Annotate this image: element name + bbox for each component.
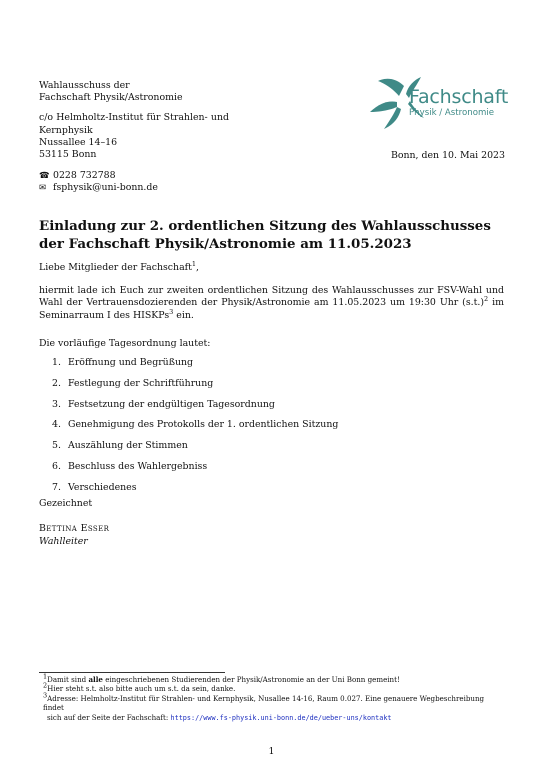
contact-info — [39, 170, 158, 194]
logo-wordmark — [409, 87, 508, 118]
list-item — [52, 419, 338, 440]
signed-label: Gezeichnet — [39, 498, 93, 509]
list-item — [52, 440, 338, 461]
email-address: fsphysik@uni-bonn.de — [52, 182, 158, 194]
signer-role: Wahlleiter — [39, 536, 88, 547]
greeting-text: Liebe Mitglieder der Fachschaft — [39, 262, 192, 273]
footnote-text: Damit sind — [47, 675, 89, 684]
item-number: 4. — [52, 419, 61, 431]
item-text: Eröffnung und Begrüßung — [67, 357, 194, 368]
logo-title: Fachschaft — [409, 86, 509, 108]
list-item — [52, 378, 338, 399]
footnote-mark: 3 — [43, 691, 48, 700]
footnote-mark: 1 — [43, 672, 48, 681]
sender-line: c/o Helmholtz-Institut für Strahlen- und Kernphysik — [39, 112, 229, 136]
page-number: 1 — [268, 746, 275, 757]
item-number: 5. — [52, 440, 61, 452]
footnote-2 — [39, 684, 505, 693]
signer-name: Bettina Esser — [39, 523, 110, 534]
footnote-mark: 2 — [484, 295, 489, 304]
item-number: 7. — [52, 481, 61, 493]
list-item — [52, 482, 338, 503]
footnote-text: eingeschriebenen Studierenden der Physik/Astronomie an der Uni Bonn gemeint! — [102, 675, 400, 684]
paragraph-text: ein. — [173, 309, 194, 321]
agenda-intro: Die vorläufige Tagesordnung lautet: — [39, 338, 211, 349]
item-text: Verschiedenes — [67, 481, 137, 493]
letter-date: Bonn, den 10. Mai 2023 — [390, 150, 505, 161]
list-item — [52, 399, 338, 420]
item-text: Genehmigung des Protokolls der 1. ordentlichen Sitzung — [67, 419, 339, 431]
contact-page-link[interactable]: https://www.fs-physik.uni-bonn.de/de/ueber-uns/kontakt — [170, 713, 392, 722]
footnote-text: Hier steht s.t. also bitte auch um s.t. da sein, danke. — [47, 684, 236, 694]
footnote-1 — [39, 672, 505, 684]
sender-line: Nussallee 14–16 — [39, 136, 118, 148]
item-text: Auszählung der Stimmen — [67, 440, 188, 452]
agenda-list — [52, 357, 338, 503]
phone-icon: ☎ — [39, 171, 50, 181]
footnote-mark: 2 — [43, 682, 48, 691]
footnote-3 — [39, 691, 505, 723]
logo-subtitle: Physik / Astronomie — [409, 108, 494, 118]
item-text: Festlegung der Schriftführung — [67, 377, 214, 389]
footnotes — [39, 672, 505, 723]
item-number: 6. — [52, 460, 61, 472]
sender-line: Wahlausschuss der — [39, 80, 130, 91]
sender-line: Fachschaft Physik/Astronomie — [39, 92, 183, 104]
greeting-punct: , — [196, 262, 200, 273]
sender-line: 53115 Bonn — [39, 149, 97, 161]
letter-title: Einladung zur 2. ordentlichen Sitzung des Wahlausschusses der Fachschaft Physik/Astronomie am 11.05.2023 — [39, 218, 491, 252]
footnote-mark: 3 — [169, 307, 174, 316]
paragraph-text: hiermit lade ich Euch zur zweiten ordentlichen Sitzung des Wahlausschusses zur FSV-Wahl und Wahl der Vertrauensdozierenden der Physik/Astronomie am 11.05.2023 um 19:30 Uhr (s.t.) — [39, 285, 504, 309]
item-number: 3. — [52, 398, 61, 410]
item-text: Festsetzung der endgültigen Tagesordnung — [67, 398, 275, 410]
envelope-icon: ✉ — [39, 183, 47, 194]
footnote-text: sich auf der Seite der Fachschaft: — [47, 712, 171, 722]
footnote-divider — [39, 672, 225, 673]
item-number: 2. — [52, 377, 61, 389]
paragraph-text: im Seminarraum I des HISKPs — [39, 297, 504, 321]
item-number: 1. — [52, 357, 61, 368]
greeting — [39, 259, 200, 273]
sender-address — [39, 80, 229, 161]
phone-number: 0228 732788 — [52, 170, 116, 181]
invitation-paragraph — [39, 285, 504, 322]
list-item — [52, 357, 338, 378]
list-item — [52, 461, 338, 482]
footnote-text: Adresse: Helmholtz-Institut für Strahlen- und Kernphysik, Nusallee 14-16, Raum 0.027. Eine genauere Wegbeschreibung findet — [43, 693, 485, 713]
footnote-emphasis: alle — [88, 675, 103, 684]
footnote-mark: 1 — [191, 259, 197, 268]
item-text: Beschluss des Wahlergebniss — [67, 460, 208, 472]
